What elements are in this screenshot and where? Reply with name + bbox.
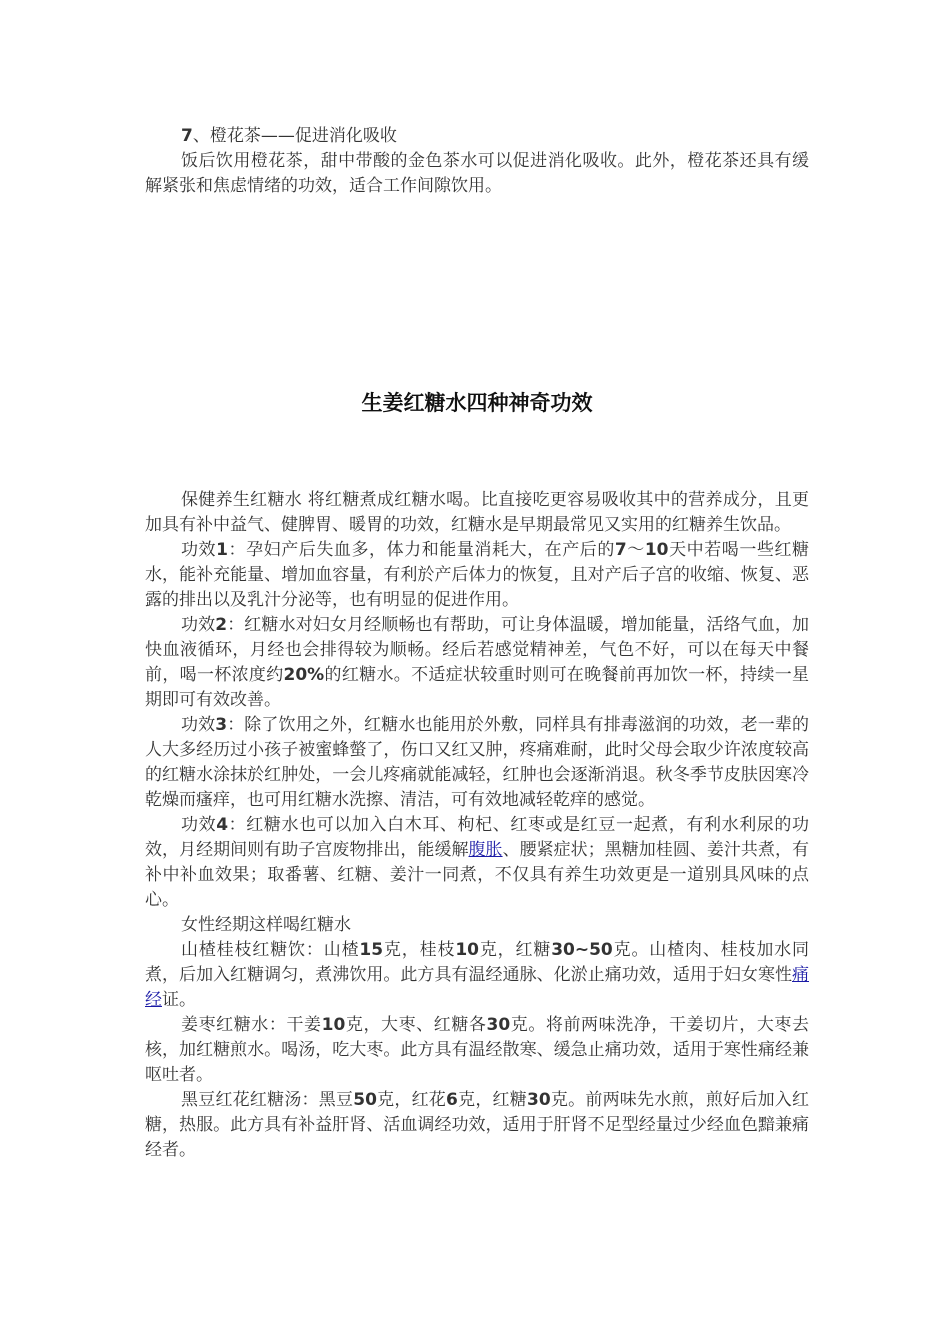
amount: 30~50 [551,940,613,960]
effect-number: 1 [216,540,228,560]
day-end: 10 [644,540,669,560]
effect-text: 的红糖水。不适症状较重时则可在晚餐前再加饮一杯，持续一星期即可有效改善。 [145,665,810,710]
amount: 30 [486,1015,511,1035]
article-title: 生姜红糖水四种神奇功效 [361,391,593,415]
effect-text: 、腰紧症状；黑糖加桂圆、姜汁共煮，有补中补血效果；取番薯、红糖、姜汁一同煮，不仅具有养生功效更是一道别具风味的点心。 [145,840,810,910]
recipe-black-bean-safflower [145,1088,809,1163]
amount: 6 [446,1090,458,1110]
range-tilde: ～ [626,540,645,560]
section-number: 7 [181,126,193,146]
section-heading-text: 、橙花茶——促进消化吸收 [192,126,397,146]
effect-number: 3 [215,715,228,735]
recipe-hawthorn-cinnamon [145,938,809,1013]
effect-4-paragraph [145,813,809,913]
day-start: 7 [614,540,627,560]
effect-1-paragraph [145,538,809,613]
amount: 30 [527,1090,551,1110]
effect-text: ：孕妇产后失血多，体力和能量消耗大，在产后的 [227,540,615,560]
subheading: 女性经期这样喝红糖水 [181,915,351,935]
effect-label: 功效 [181,715,216,735]
effect-number: 4 [216,815,229,835]
bloating-link[interactable]: 腹胀 [468,840,503,860]
amount: 10 [321,1015,346,1035]
recipe-ginger-jujube [145,1013,809,1088]
effect-label: 功效 [181,615,216,635]
effect-text: ：红糖水对妇女月经顺畅也有帮助，可让身体温暖，增加能量，活络气血，加快血液循环，月经也会排得较为顺畅。经后若感觉精神差，气色不好，可以在每天中餐前，喝一杯浓度约 [145,615,810,685]
recipe-text: 黑豆红花红糖汤：黑豆 [181,1090,354,1110]
recipe-text: 克，大枣、红糖各 [345,1015,487,1035]
section-orange-blossom-tea [145,124,809,199]
amount: 50 [353,1090,377,1110]
concentration-value: 20% [283,665,325,685]
intro-paragraph: 保健养生红糖水 将红糖煮成红糖水喝。比直接吃更容易吸收其中的营养成分，且更加具有补中益气、健脾胃、暖胃的功效，红糖水是早期最常见又实用的红糖养生饮品。 [145,490,809,535]
effect-3-paragraph [145,713,809,813]
effect-2-paragraph [145,613,809,713]
effect-text: 天中若喝一些红糖水，能补充能量、增加血容量，有利於产后体力的恢复，且对产后子宫的收缩、恢复、恶露的排出以及乳汁分泌等，也有明显的促进作用。 [145,540,810,610]
recipe-text: 克，红糖 [457,1090,527,1110]
section-body: 饭后饮用橙花茶，甜中带酸的金色茶水可以促进消化吸收。此外，橙花茶还具有缓解紧张和焦虑情绪的功效，适合工作间隙饮用。 [145,151,809,196]
effect-number: 2 [215,615,228,635]
recipe-text: 克。将前两味洗净，干姜切片，大枣去核，加红糖煎水。喝汤，吃大枣。此方具有温经散寒、缓急止痛功效，适用于寒性痛经兼呕吐者。 [145,1015,809,1085]
effect-label: 功效 [181,815,217,835]
recipe-text: 克。山楂肉、桂枝加水同煮，后加入红糖调匀，煮沸饮用。此方具有温经通脉、化淤止痛功效，适用于妇女寒性 [145,940,810,985]
recipe-text: 证。 [162,990,196,1010]
article-body [145,488,809,1163]
effect-text: ：红糖水也可以加入白木耳、枸杞、红枣或是红豆一起煮，有利水利尿的功效，月经期间则有助子宫废物排出，能缓解 [145,815,810,860]
amount: 10 [455,940,479,960]
recipe-text: 山楂桂枝红糖饮：山楂 [181,940,360,960]
effect-label: 功效 [181,540,217,560]
section-heading [145,124,809,149]
effect-text: ：除了饮用之外，红糖水也能用於外敷，同样具有排毒滋润的功效，老一辈的人大多经历过小孩子被蜜蜂螫了，伤口又红又肿，疼痛难耐，此时父母会取少许浓度较高的红糖水涂抹於红肿处，一会儿疼痛就能减轻，红肿也会逐渐消退。秋冬季节皮肤因寒冷乾燥而瘙痒，也可用红糖水洗擦、清洁，可有效地减轻乾痒的感觉。 [145,715,810,810]
recipe-text: 克，桂枝 [383,940,456,960]
recipe-text: 克，红糖 [478,940,552,960]
recipe-text: 克。前两味先水煎，煎好后加入红糖，热服。此方具有补益肝肾、活血调经功效，适用于肝肾不足型经量过少经血色黯兼痛经者。 [145,1090,810,1160]
recipe-text: 姜枣红糖水：干姜 [181,1015,322,1035]
amount: 15 [359,940,384,960]
recipe-text: 克，红花 [376,1090,447,1110]
dysmenorrhea-link[interactable]: 痛经 [145,965,809,1010]
